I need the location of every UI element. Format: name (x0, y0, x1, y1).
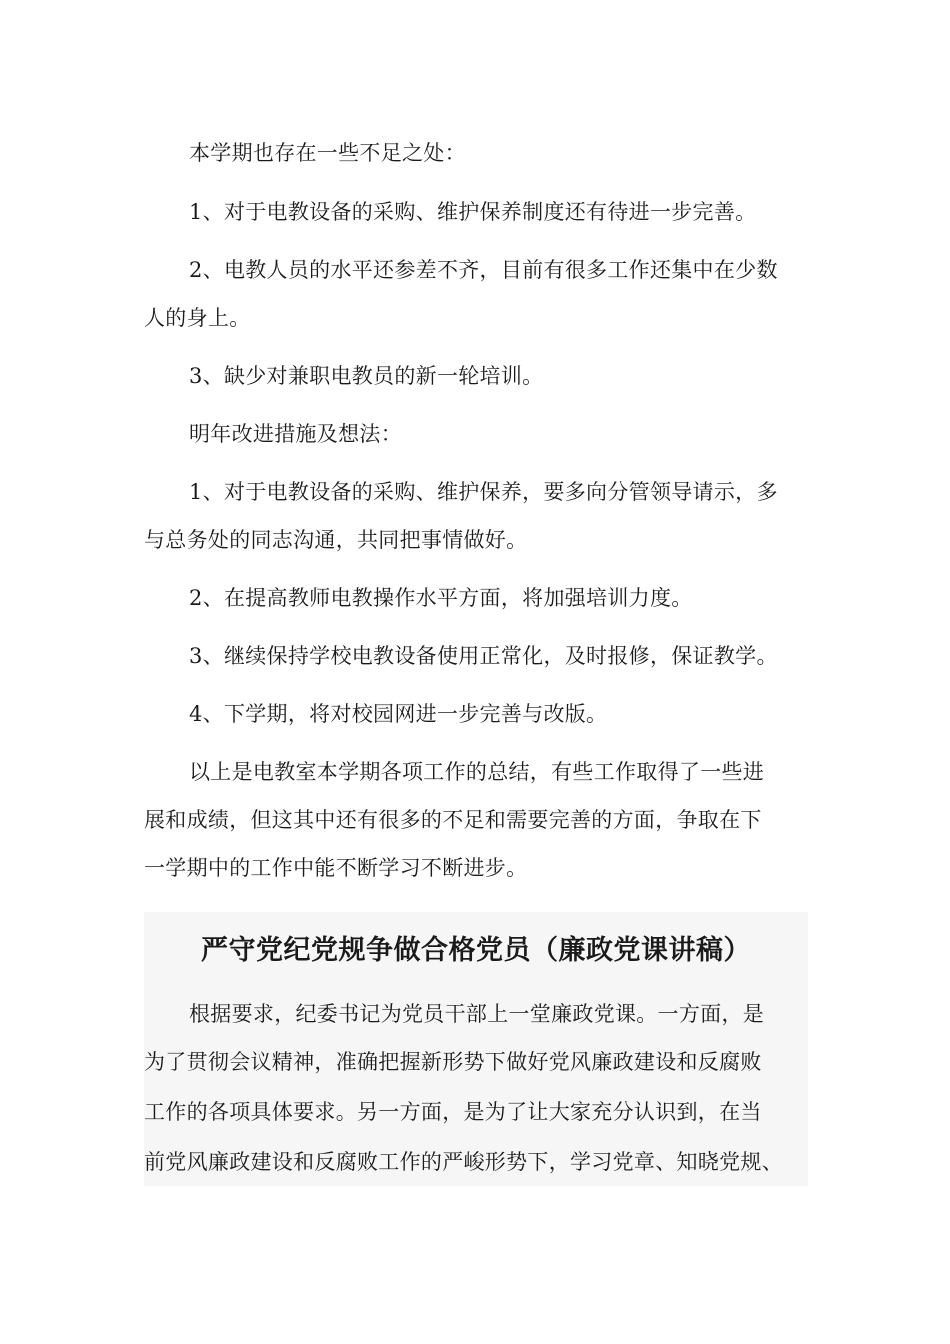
lecture-section (144, 912, 808, 1186)
text-line: 根据要求，纪委书记为党员干部上一堂廉政党课。一方面，是 (189, 1002, 765, 1026)
section-title: 严守党纪党规争做合格党员（廉政党课讲稿） (201, 935, 751, 966)
text-line: 一学期中的工作中能不断学习不断进步。 (144, 856, 528, 880)
text-line: 本学期也存在一些不足之处： (189, 141, 466, 165)
text-line: 3、继续保持学校电教设备使用正常化，及时报修，保证教学。 (189, 644, 778, 668)
text-line: 以上是电教室本学期各项工作的总结，有些工作取得了一些进 (189, 760, 765, 784)
text-line: 3、缺少对兼职电教员的新一轮培训。 (189, 364, 544, 388)
text-line: 展和成绩，但这其中还有很多的不足和需要完善的方面，争取在下 (144, 808, 762, 832)
text-line: 1、对于电教设备的采购、维护保养，要多向分管领导请示，多 (189, 480, 778, 504)
text-line: 为了贯彻会议精神，准确把握新形势下做好党风廉政建设和反腐败 (144, 1050, 762, 1074)
text-line: 2、电教人员的水平还参差不齐，目前有很多工作还集中在少数 (189, 258, 778, 282)
text-line: 1、对于电教设备的采购、维护保养制度还有待进一步完善。 (189, 200, 757, 224)
text-line: 明年改进措施及想法： (189, 422, 402, 446)
text-line: 4、下学期，将对校园网进一步完善与改版。 (189, 702, 608, 726)
text-line: 人的身上。 (144, 306, 251, 330)
text-line: 前党风廉政建设和反腐败工作的严峻形势下，学习党章、知晓党规、 (144, 1150, 783, 1174)
text-line: 工作的各项具体要求。另一方面，是为了让大家充分认识到，在当 (144, 1100, 762, 1124)
text-line: 与总务处的同志沟通，共同把事情做好。 (144, 528, 528, 552)
text-line: 2、在提高教师电教操作水平方面，将加强培训力度。 (189, 586, 693, 610)
